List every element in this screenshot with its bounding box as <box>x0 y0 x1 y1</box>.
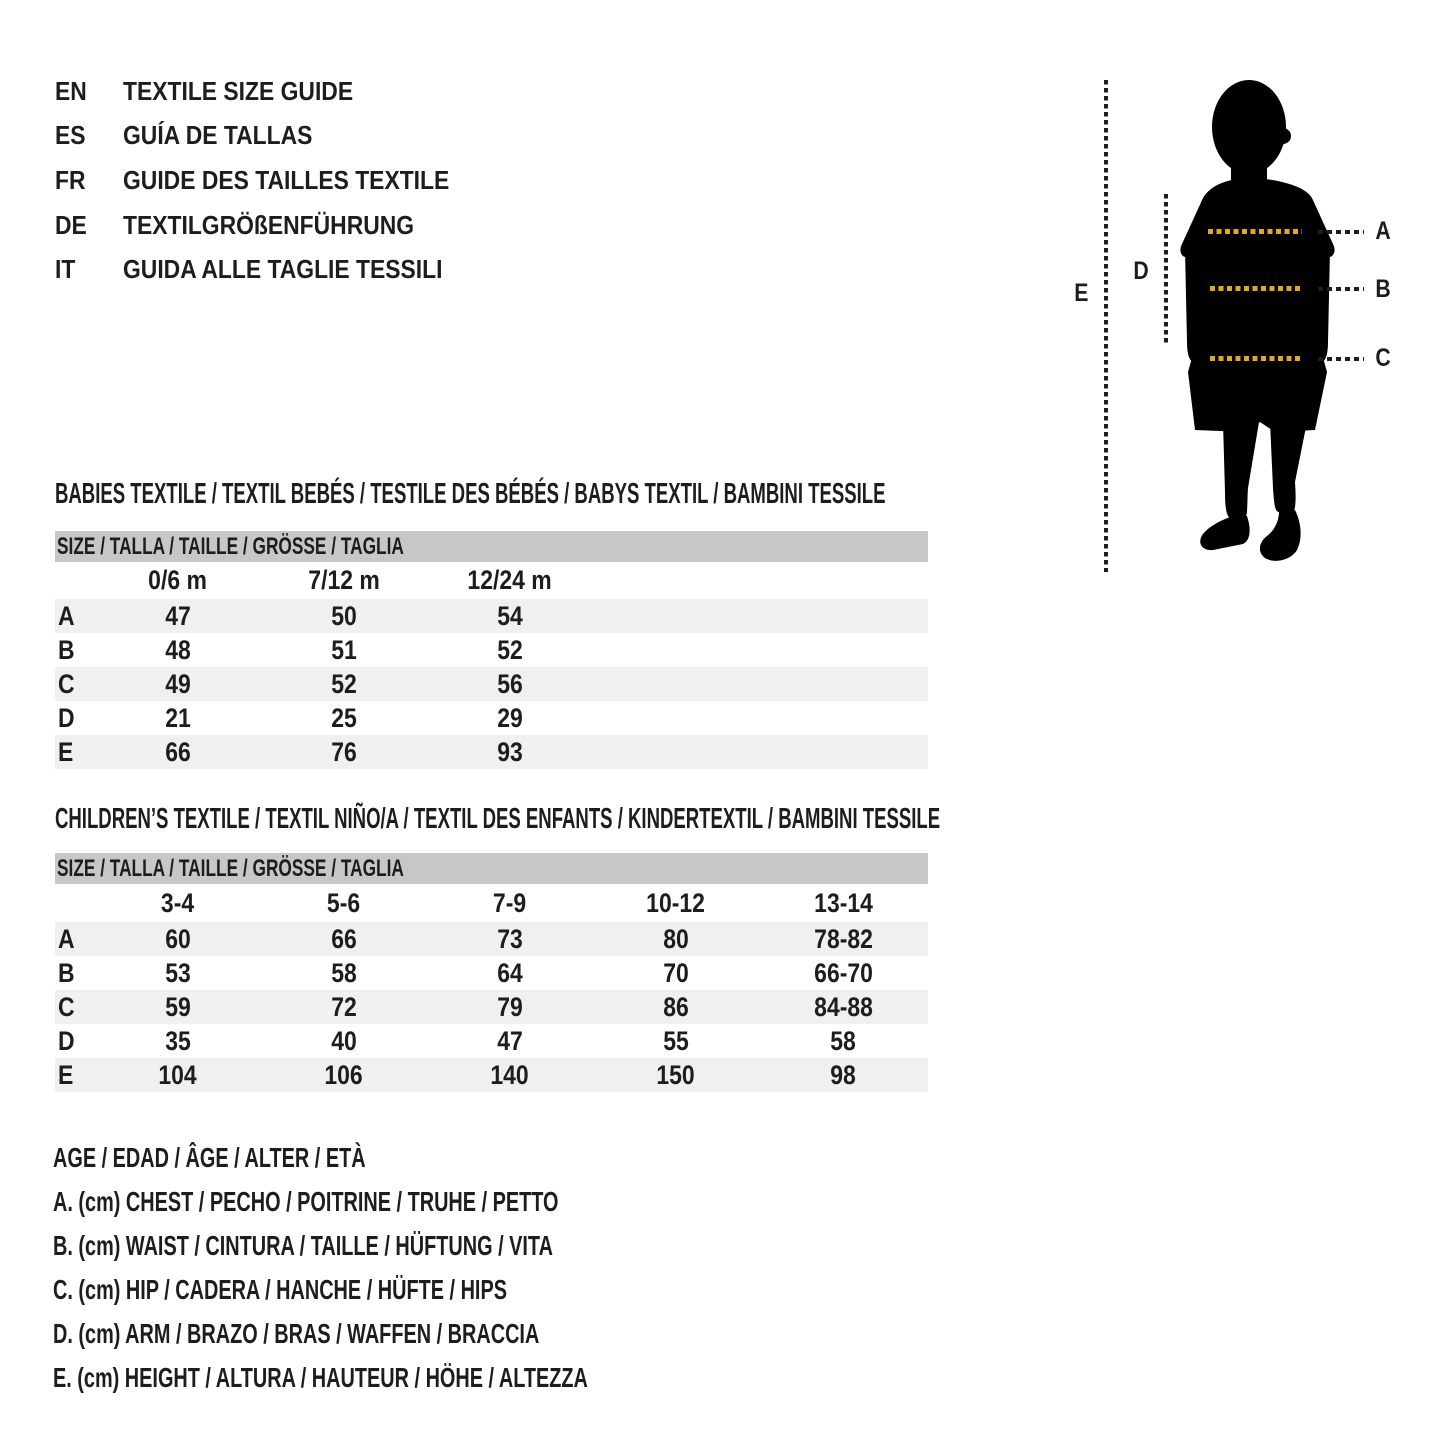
cell: 47 <box>497 1025 523 1056</box>
row-label: C <box>58 991 75 1022</box>
lang-title-it: GUIDA ALLE TAGLIE TESSILI <box>123 254 443 285</box>
measure-label-d: D <box>1133 257 1149 285</box>
table-row <box>55 922 928 956</box>
chest-measure-dashes-yellow <box>1208 229 1302 234</box>
cell: 106 <box>324 1059 364 1090</box>
row-label: D <box>58 1025 75 1056</box>
cell: 49 <box>165 668 191 699</box>
row-label: A <box>58 923 75 954</box>
lang-row-es <box>55 114 494 159</box>
row-label: E <box>58 736 74 767</box>
cell: 52 <box>497 634 523 665</box>
cell: 72 <box>331 991 357 1022</box>
lang-code-fr: FR <box>55 164 86 195</box>
cell: 64 <box>497 957 523 988</box>
cell: 54 <box>497 600 523 631</box>
col-header: 0/6 m <box>148 565 208 595</box>
cell: 84-88 <box>814 991 873 1022</box>
children-size-table <box>55 853 928 1092</box>
cell: 47 <box>165 600 191 631</box>
cell: 21 <box>165 702 191 733</box>
lang-code-en: EN <box>55 75 87 106</box>
chest-measure-dashes-black <box>1318 230 1364 234</box>
table-row <box>55 667 928 701</box>
cell: 56 <box>497 668 523 699</box>
cell: 150 <box>656 1059 696 1090</box>
cell: 66 <box>331 923 357 954</box>
table-row <box>55 990 928 1024</box>
legend-waist: B. (cm) WAIST / CINTURA / TAILLE / HÜFTUNG / VITA <box>53 1230 553 1261</box>
legend-height: E. (cm) HEIGHT / ALTURA / HAUTEUR / HÖHE / ALTEZZA <box>53 1362 588 1393</box>
col-header: 5-6 <box>327 887 361 918</box>
cell: 104 <box>158 1059 198 1090</box>
waist-measure-dashes-black <box>1318 287 1364 291</box>
table-row <box>55 735 928 769</box>
cell: 86 <box>663 991 689 1022</box>
lang-title-de: TEXTILGRÖßENFÜHRUNG <box>123 209 415 240</box>
cell: 59 <box>165 991 191 1022</box>
cell: 66-70 <box>814 957 873 988</box>
cell: 70 <box>663 957 689 988</box>
children-section-title: CHILDREN’S TEXTILE / TEXTIL NIÑO/A / TEXTIL DES ENFANTS / KINDERTEXTIL / BAMBINI TESSILE <box>55 803 941 835</box>
lang-row-it <box>55 247 494 292</box>
col-header: 3-4 <box>161 887 195 918</box>
lang-row-en <box>55 69 494 114</box>
row-label: B <box>58 634 75 665</box>
hip-measure-dashes-black <box>1318 357 1364 361</box>
children-column-header-row <box>55 884 928 922</box>
lang-title-en: TEXTILE SIZE GUIDE <box>123 75 354 106</box>
col-header: 10-12 <box>646 887 706 918</box>
cell: 25 <box>331 702 357 733</box>
legend-arm: D. (cm) ARM / BRAZO / BRAS / WAFFEN / BRACCIA <box>53 1318 540 1349</box>
arm-measure-line-d <box>1164 194 1168 344</box>
cell: 51 <box>331 634 357 665</box>
row-label: A <box>58 600 75 631</box>
cell: 93 <box>497 736 523 767</box>
lang-row-de <box>55 203 494 248</box>
cell: 29 <box>497 702 523 733</box>
col-header: 7-9 <box>493 887 527 918</box>
row-label: E <box>58 1059 74 1090</box>
cell: 50 <box>331 600 357 631</box>
legend-age: AGE / EDAD / ÂGE / ALTER / ETÀ <box>53 1142 366 1173</box>
babies-size-header-bar: SIZE / TALLA / TAILLE / GRÖSSE / TAGLIA <box>55 531 928 562</box>
table-row <box>55 1058 928 1092</box>
lang-code-es: ES <box>55 120 86 151</box>
cell: 140 <box>490 1059 530 1090</box>
cell: 73 <box>497 923 523 954</box>
table-row <box>55 701 928 735</box>
lang-title-es: GUÍA DE TALLAS <box>123 120 313 151</box>
lang-title-fr: GUIDE DES TAILLES TEXTILE <box>123 164 450 195</box>
cell: 80 <box>663 923 689 954</box>
cell: 58 <box>830 1025 857 1056</box>
hip-measure-dashes-yellow <box>1210 356 1302 361</box>
row-label: B <box>58 957 75 988</box>
lang-row-fr <box>55 158 494 203</box>
row-label: C <box>58 668 75 699</box>
measure-label-b: B <box>1375 275 1391 303</box>
table-row <box>55 956 928 990</box>
table-row <box>55 1024 928 1058</box>
legend-hip: C. (cm) HIP / CADERA / HANCHE / HÜFTE / HIPS <box>53 1274 507 1305</box>
cell: 53 <box>165 957 191 988</box>
legend-chest: A. (cm) CHEST / PECHO / POITRINE / TRUHE / PETTO <box>53 1186 559 1217</box>
waist-measure-dashes-yellow <box>1210 286 1300 291</box>
babies-size-table <box>55 531 928 769</box>
cell: 98 <box>830 1059 857 1090</box>
table-row <box>55 633 928 667</box>
cell: 78-82 <box>814 923 873 954</box>
measure-label-a: A <box>1375 217 1391 245</box>
cell: 76 <box>331 736 357 767</box>
measure-label-e: E <box>1073 279 1089 307</box>
col-header: 13-14 <box>814 887 873 918</box>
cell: 35 <box>165 1025 191 1056</box>
cell: 52 <box>331 668 357 699</box>
children-size-header-bar: SIZE / TALLA / TAILLE / GRÖSSE / TAGLIA <box>55 853 928 884</box>
cell: 58 <box>331 957 357 988</box>
row-label: D <box>58 702 75 733</box>
cell: 66 <box>165 736 191 767</box>
measure-label-c: C <box>1375 344 1391 372</box>
col-header: 12/24 m <box>467 565 553 595</box>
language-header <box>55 69 494 292</box>
table-row <box>55 599 928 633</box>
cell: 60 <box>165 923 191 954</box>
measurement-legend <box>53 1136 806 1400</box>
cell: 79 <box>497 991 523 1022</box>
babies-section-title: BABIES TEXTILE / TEXTIL BEBÉS / TESTILE DES BÉBÉS / BABYS TEXTIL / BAMBINI TESSILE <box>55 478 886 510</box>
col-header: 7/12 m <box>308 565 380 595</box>
babies-column-header-row <box>55 562 928 599</box>
lang-code-de: DE <box>55 209 87 240</box>
cell: 48 <box>165 634 191 665</box>
cell: 55 <box>663 1025 689 1056</box>
cell: 40 <box>331 1025 357 1056</box>
lang-code-it: IT <box>55 254 76 285</box>
